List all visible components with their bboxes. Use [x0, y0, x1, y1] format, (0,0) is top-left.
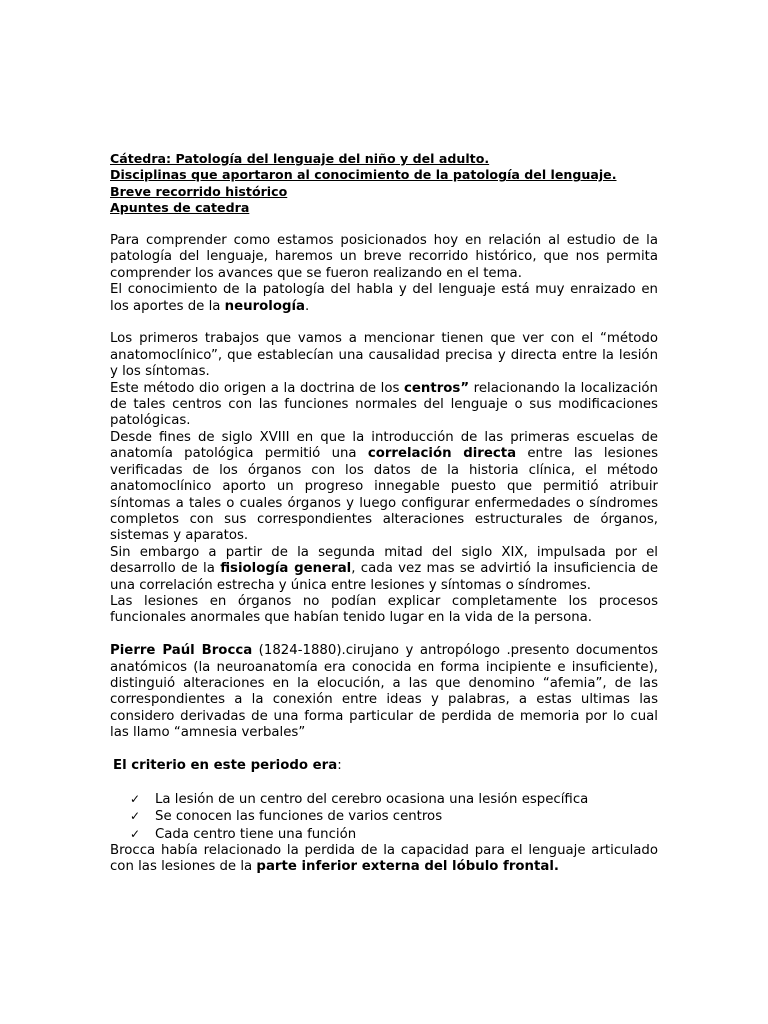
checkmark-icon: ✓: [130, 809, 141, 824]
paragraph-lobulo: Brocca había relacionado la perdida de la capacidad para el lenguaje articulado con las lesiones de la parte inferior externa del lóbulo frontal.: [110, 842, 658, 875]
paragraph-brocca: Pierre Paúl Brocca (1824-1880).cirujano y antropólogo .presento documentos anatómicos (la neuroanatomía era conocida en forma incipiente e insuficiente), distinguió alteraciones en la elocución, a las que denomino “afemia”, de las correspondientes a la conexión entre ideas y palabras, a estas ultimas las considero derivadas de una forma particular de perdida de memoria por lo cual las llamo “amnesia verbales”: [110, 643, 658, 741]
paragraph-fisiologia: Sin embargo a partir de la segunda mitad del siglo XIX, impulsada por el desarrollo de la fisiología general, cada vez mas se advirtió la insuficiencia de una correlación estrecha y única entre lesiones y síntomas o síndromes.: [110, 544, 658, 593]
term-centros: centros”: [403, 380, 470, 396]
paragraph-neurologia: El conocimiento de la patología del habla y del lenguaje está muy enraizado en los aportes de la neurología.: [110, 282, 658, 314]
list-item: ✓ La lesión de un centro del cerebro ocasiona una lesión específica: [130, 791, 589, 807]
heading-disciplinas: Disciplinas que aportaron al conocimiento de la patología del lenguaje.: [110, 167, 617, 183]
heading-recorrido: Breve recorrido histórico: [110, 183, 288, 199]
paragraph-metodo: Los primeros trabajos que vamos a mencionar tienen que ver con el “método anatomoclínico”, que establecían una causalidad precisa y directa entre la lesión y los síntomas.: [110, 331, 658, 380]
list-item: ✓ Se conocen las funciones de varios centros: [130, 809, 443, 825]
heading-apuntes: Apuntes de catedra: [110, 200, 250, 216]
criterio-list: [110, 791, 658, 843]
paragraph-anatomia: Desde fines de siglo XVIII en que la introducción de las primeras escuelas de anatomía patológica permitió una correlación directa entre las lesiones verificadas de los órganos con los datos de la historia clínica, el método anatomoclínico aporto un progreso innegable puesto que permitió atribuir síntomas a tales o cuales órganos y luego configurar enfermedades o síndromes completos con sus correspondientes alteraciones estructurales de órganos, sistemas y aparatos.: [110, 429, 659, 544]
term-fisiologia: fisiología general: [220, 561, 352, 577]
criterio-heading: El criterio en este periodo era:: [113, 757, 342, 773]
list-item: ✓ Cada centro tiene una función: [130, 826, 357, 842]
name-brocca: Pierre Paúl Brocca: [110, 643, 253, 659]
paragraph-intro: Para comprender como estamos posicionados hoy en relación al estudio de la patología del lenguaje, haremos un breve recorrido histórico, que nos permita comprender los avances que se fueron realizando en el tema.: [110, 233, 658, 281]
checkmark-icon: ✓: [130, 826, 141, 841]
paragraph-lesiones: Las lesiones en órganos no podían explicar completamente los procesos funcionales anormales que habían tenido lugar en la vida de la persona.: [110, 593, 658, 626]
checkmark-icon: ✓: [130, 791, 141, 806]
term-correlacion: correlación directa: [367, 446, 517, 462]
term-lobulo-frontal: parte inferior externa del lóbulo frontal.: [256, 859, 559, 875]
document-page: [110, 151, 658, 876]
heading-catedra: Cátedra: Patología del lenguaje del niño y del adulto.: [110, 151, 490, 166]
term-neurologia: neurología: [224, 298, 306, 314]
paragraph-centros: Este método dio origen a la doctrina de los centros” relacionando la localización de tales centros con las funciones normales del lenguaje o sus modificaciones patológicas.: [110, 380, 658, 429]
